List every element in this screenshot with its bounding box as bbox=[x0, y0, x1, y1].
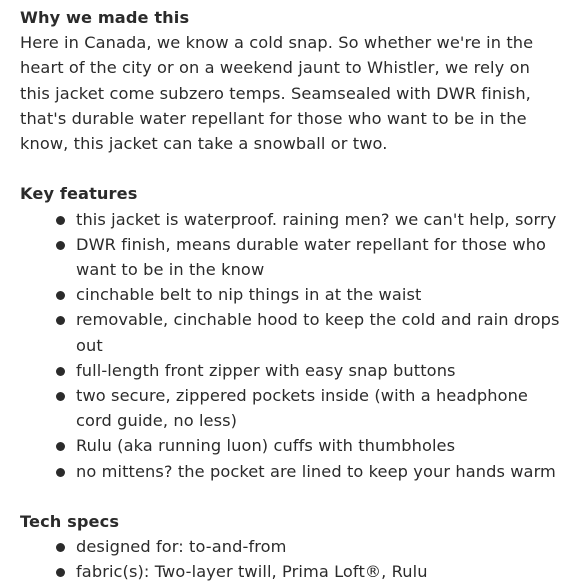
feature-text: Rulu (aka running luon) cuffs with thumbholes bbox=[76, 436, 456, 456]
list-item bbox=[20, 307, 565, 357]
bullet-icon bbox=[56, 316, 65, 325]
features-heading: Key features bbox=[20, 184, 138, 204]
bullet-icon bbox=[56, 392, 65, 401]
list-item bbox=[20, 559, 565, 584]
feature-text: full-length front zipper with easy snap buttons bbox=[76, 360, 456, 380]
list-item bbox=[20, 282, 565, 307]
list-item bbox=[20, 358, 565, 383]
bullet-icon bbox=[56, 216, 65, 225]
spec-text: designed for: to-and-from bbox=[76, 537, 287, 557]
bullet-icon bbox=[56, 543, 65, 552]
bullet-icon bbox=[56, 568, 65, 577]
list-item bbox=[20, 383, 565, 433]
section-spacer bbox=[20, 156, 565, 181]
list-item bbox=[20, 232, 565, 282]
features-list bbox=[20, 207, 565, 484]
feature-text: no mittens? the pocket are lined to keep your hands warm bbox=[76, 461, 556, 481]
bullet-icon bbox=[56, 291, 65, 300]
feature-text: this jacket is waterproof. raining men? we can't help, sorry bbox=[76, 209, 557, 229]
list-item bbox=[20, 433, 565, 458]
list-item bbox=[20, 534, 565, 559]
feature-text: two secure, zippered pockets inside (with a headphone cord guide, no less) bbox=[76, 386, 528, 431]
list-item bbox=[20, 207, 565, 232]
bullet-icon bbox=[56, 367, 65, 376]
bullet-icon bbox=[56, 468, 65, 477]
list-item bbox=[20, 459, 565, 484]
product-description bbox=[20, 5, 565, 585]
feature-text: DWR finish, means durable water repellant for those who want to be in the know bbox=[76, 234, 547, 280]
feature-text: cinchable belt to nip things in at the waist bbox=[76, 285, 422, 305]
bullet-icon bbox=[56, 442, 65, 451]
why-heading: Why we made this bbox=[20, 8, 190, 27]
specs-list bbox=[20, 534, 565, 584]
why-body: Here in Canada, we know a cold snap. So whether we're in the heart of the city or on a weekend jaunt to Whistler, we rely on this jacket come subzero temps. Seamsealed with DWR finish, that's durable water repellant for those who want to be in the know, this jacket can take a snowball or two. bbox=[20, 33, 534, 154]
feature-text: removable, cinchable hood to keep the cold and rain drops out bbox=[76, 310, 560, 355]
bullet-icon bbox=[56, 241, 65, 250]
spec-text: fabric(s): Two-layer twill, Prima Loft®, Rulu bbox=[76, 562, 428, 582]
specs-heading: Tech specs bbox=[20, 512, 120, 532]
section-spacer bbox=[20, 484, 565, 509]
